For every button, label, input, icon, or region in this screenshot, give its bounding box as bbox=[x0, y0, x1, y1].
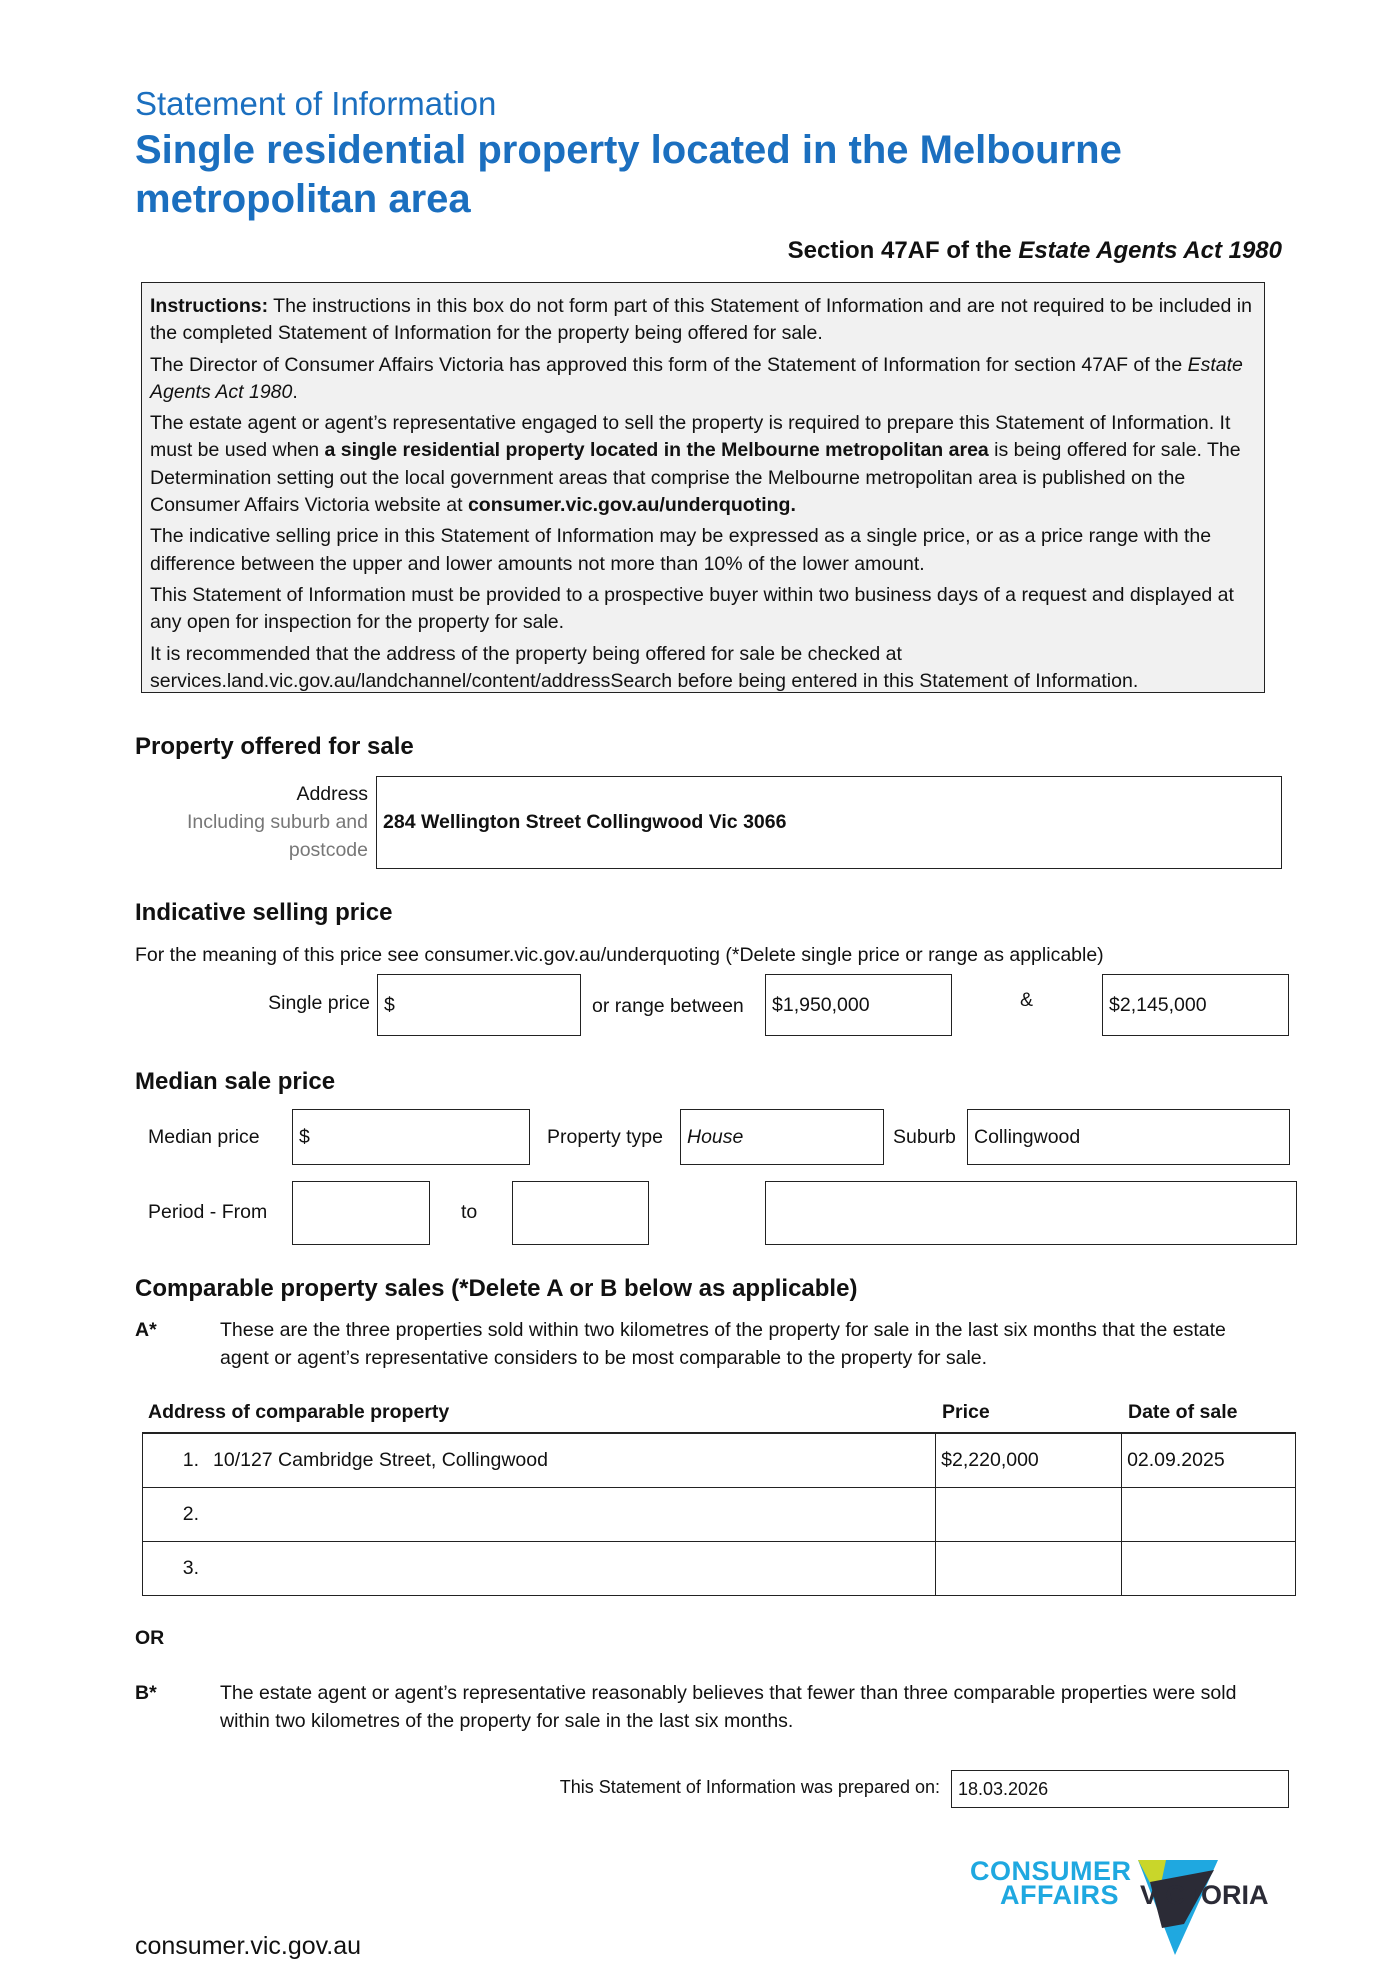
instructions-p2a: The Director of Consumer Affairs Victoria has approved this form of the Statement of Information for section 47AF of the bbox=[150, 353, 1188, 376]
col-header-address: Address of comparable property bbox=[148, 1401, 450, 1423]
suburb-value: Collingwood bbox=[974, 1125, 1081, 1148]
instructions-p3-bold: a single residential property located in the Melbourne metropolitan area bbox=[324, 439, 989, 462]
single-price-value: $ bbox=[384, 993, 395, 1016]
address-hint-2: postcode bbox=[288, 839, 368, 861]
row-price-cell[interactable] bbox=[936, 1433, 1122, 1488]
median-price-value: $ bbox=[299, 1125, 310, 1148]
indicative-note: For the meaning of this price see consumer.vic.gov.au/underquoting (*Delete single price or range as applicable) bbox=[135, 944, 1104, 966]
instructions-p2b: . bbox=[292, 380, 298, 403]
row-address-cell[interactable] bbox=[143, 1542, 936, 1596]
instructions-p4: The indicative selling price in this Statement of Information may be expressed as a single price, or as a price range with the difference between the upper and lower amounts not more than 10% of the lower amount. bbox=[150, 525, 1212, 575]
row-address: 10/127 Cambridge Street, Collingwood bbox=[213, 1449, 548, 1471]
section-act: Estate Agents Act 1980 bbox=[1018, 237, 1282, 264]
row-price: $2,220,000 bbox=[941, 1449, 1039, 1471]
row-number: 1. bbox=[182, 1449, 199, 1471]
section-prefix: Section 47AF of the bbox=[787, 237, 1019, 264]
row-date-cell[interactable] bbox=[1122, 1542, 1296, 1596]
single-price-label: Single price bbox=[268, 992, 370, 1014]
comparable-table bbox=[142, 1432, 1296, 1596]
row-date-cell[interactable] bbox=[1122, 1433, 1296, 1488]
section-reference bbox=[788, 236, 1282, 266]
row-number: 3. bbox=[182, 1557, 199, 1579]
comparable-heading: Comparable property sales (*Delete A or B below as applicable) bbox=[135, 1275, 858, 1302]
col-header-date: Date of sale bbox=[1128, 1401, 1238, 1423]
option-b-text: The estate agent or agent’s representative reasonably believes that fewer than three comparable properties were sold within two kilometres of the property for sale in the last six months. bbox=[220, 1682, 1237, 1732]
range-high-field[interactable] bbox=[1102, 974, 1289, 1036]
logo-consumer: CONSUMER bbox=[970, 1856, 1132, 1886]
instructions-p3a: The estate agent or agent’s representative engaged to sell the property is required to prepare this Statement of Information. It must be used when bbox=[150, 412, 1231, 462]
option-a-text: These are the three properties sold within two kilometres of the property for sale in the last six months that the estate agent or agent’s representative considers to be most comparable to the property for sale. bbox=[220, 1319, 1226, 1369]
range-high-value: $2,145,000 bbox=[1109, 993, 1207, 1016]
document-title: Single residential property located in the Melbourne metropolitan area bbox=[135, 128, 1122, 221]
instructions-p2-act: Estate Agents Act 1980 bbox=[150, 353, 1243, 403]
prepared-label: This Statement of Information was prepared on: bbox=[559, 1777, 940, 1797]
table-row bbox=[143, 1433, 1296, 1488]
median-price-field[interactable] bbox=[292, 1109, 530, 1165]
suburb-label: Suburb bbox=[893, 1126, 956, 1148]
or-label: OR bbox=[135, 1627, 165, 1649]
single-price-field[interactable] bbox=[377, 974, 581, 1036]
range-low-field[interactable] bbox=[765, 974, 952, 1036]
address-label-group bbox=[150, 780, 368, 864]
row-number: 2. bbox=[182, 1503, 199, 1525]
range-label: or range between bbox=[592, 995, 744, 1017]
property-type-label: Property type bbox=[547, 1126, 663, 1148]
indicative-heading: Indicative selling price bbox=[135, 899, 393, 926]
col-header-price: Price bbox=[942, 1401, 990, 1423]
period-to-label: to bbox=[461, 1201, 478, 1223]
instructions-p1: The instructions in this box do not form part of this Statement of Information and are not required to be included in the completed Statement of Information for the property being offered for sale. bbox=[150, 295, 1252, 345]
instructions-box bbox=[141, 282, 1265, 693]
option-a-marker: A* bbox=[135, 1319, 157, 1341]
row-price-cell[interactable] bbox=[936, 1488, 1122, 1542]
prepared-date-value: 18.03.2026 bbox=[958, 1778, 1049, 1799]
row-address-cell[interactable] bbox=[143, 1488, 936, 1542]
address-label: Address bbox=[296, 783, 368, 805]
median-source-field[interactable] bbox=[765, 1181, 1297, 1245]
consumer-affairs-victoria-logo bbox=[970, 1858, 1290, 1958]
table-row bbox=[143, 1542, 1296, 1596]
median-price-label: Median price bbox=[148, 1126, 260, 1148]
property-type-field[interactable] bbox=[680, 1109, 884, 1165]
instructions-p3b: is being offered for sale. The Determination setting out the local government areas that comprise the Melbourne metropolitan area is published on the Consumer Affairs Victoria website at bbox=[150, 439, 1241, 517]
suburb-field[interactable] bbox=[967, 1109, 1290, 1165]
row-address-cell[interactable] bbox=[143, 1433, 936, 1488]
property-type-value: House bbox=[687, 1125, 744, 1148]
footer-url[interactable]: consumer.vic.gov.au bbox=[135, 1932, 362, 1960]
period-to-field[interactable] bbox=[512, 1181, 649, 1245]
underquoting-link[interactable]: consumer.vic.gov.au/underquoting. bbox=[467, 494, 796, 517]
instructions-label: Instructions: bbox=[150, 295, 269, 317]
document-subtitle: Statement of Information bbox=[135, 85, 497, 122]
instructions-p5: This Statement of Information must be provided to a prospective buyer within two business days of a request and displayed at any open for inspection for the property for sale. bbox=[150, 583, 1234, 634]
property-heading: Property offered for sale bbox=[135, 733, 414, 760]
logo-affairs: AFFAIRS bbox=[1000, 1880, 1120, 1910]
range-low-value: $1,950,000 bbox=[772, 993, 870, 1016]
row-date: 02.09.2025 bbox=[1127, 1449, 1225, 1471]
row-date-cell[interactable] bbox=[1122, 1488, 1296, 1542]
median-heading: Median sale price bbox=[135, 1068, 336, 1095]
address-value: 284 Wellington Street Collingwood Vic 3066 bbox=[383, 811, 787, 833]
instructions-p6: It is recommended that the address of the property being offered for sale be checked at services.land.vic.gov.au/landchannel/content/addressSearch before being entered in this Statement of Information. bbox=[150, 642, 1139, 692]
range-separator: & bbox=[1020, 989, 1034, 1011]
address-field[interactable] bbox=[376, 776, 1282, 869]
logo-victoria: VICTORIA bbox=[1140, 1880, 1269, 1910]
period-from-label: Period - From bbox=[148, 1201, 268, 1223]
prepared-date-field[interactable] bbox=[951, 1770, 1289, 1808]
table-row bbox=[143, 1488, 1296, 1542]
row-price-cell[interactable] bbox=[936, 1542, 1122, 1596]
period-from-field[interactable] bbox=[292, 1181, 430, 1245]
option-b-marker: B* bbox=[135, 1682, 157, 1704]
address-hint-1: Including suburb and bbox=[186, 811, 368, 833]
